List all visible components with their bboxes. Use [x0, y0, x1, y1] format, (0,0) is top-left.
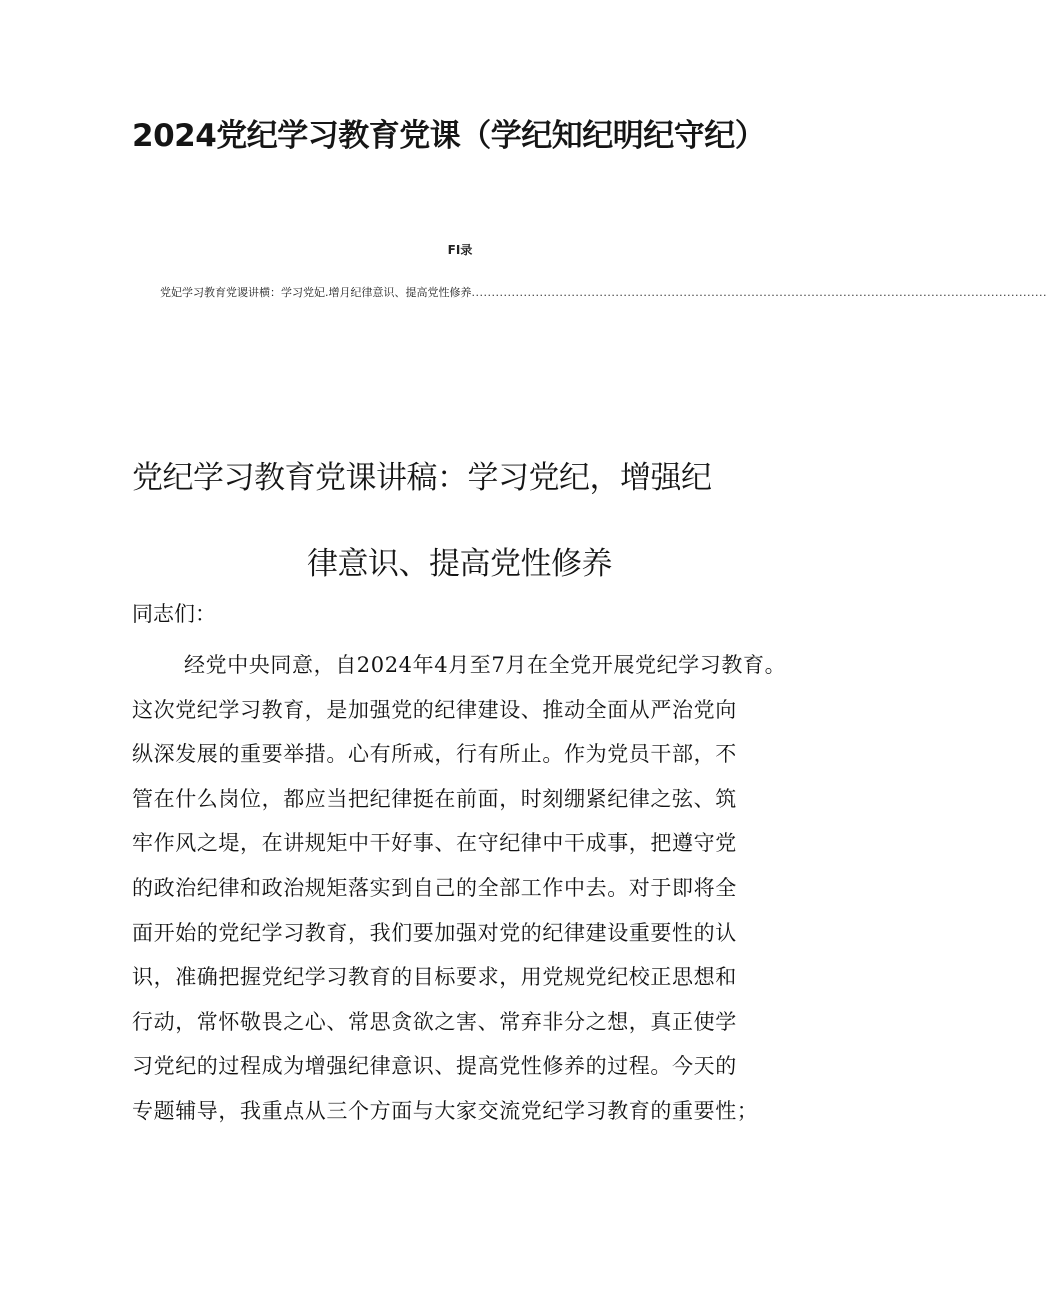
toc-entry-text: 党妃学习教育党谡讲横：学习党妃.增月纪律意识、提高党性修养	[160, 286, 472, 299]
toc-entry[interactable]	[160, 284, 1047, 300]
paragraph-line: 管在什么岗位，都应当把纪律挺在前面，时刻绷紧纪律之弦、筑	[132, 786, 737, 811]
paragraph-line: 习党纪的过程成为增强纪律意识、提高党性修养的过程。今天的	[132, 1054, 737, 1079]
toc-entry-leader: ................................................................................................................................................	[471, 286, 1047, 299]
paragraph-line: 行动，常怀敬畏之心、常思贪欲之害、常弃非分之想，真正使学	[132, 1009, 737, 1034]
salutation: 同志们：	[132, 602, 216, 626]
paragraph-line: 牢作风之堤，在讲规矩中干好事、在守纪律中干成事，把遵守党	[132, 831, 737, 856]
toc-heading: FI录	[447, 243, 473, 257]
body-paragraph	[132, 643, 832, 1134]
paragraph-line: 的政治纪律和政治规矩落实到自己的全部工作中去。对于即将全	[132, 875, 737, 900]
document-title: 2024党纪学习教育党课（学纪知纪明纪守纪）	[132, 118, 766, 154]
paragraph-line: 专题辅导，我重点从三个方面与大家交流党纪学习教育的重要性；	[132, 1098, 759, 1123]
section-title-line-1: 党纪学习教育党课讲稿：学习党纪，增强纪	[132, 460, 712, 496]
paragraph-line: 识，准确把握党纪学习教育的目标要求，用党规党纪校正思想和	[132, 965, 737, 990]
section-title-line-2: 律意识、提高党性修养	[307, 546, 612, 582]
paragraph-line: 经党中央同意，自2024年4月至7月在全党开展党纪学习教育。	[184, 653, 787, 677]
paragraph-line: 面开始的党纪学习教育，我们要加强对党的纪律建设重要性的认	[132, 920, 737, 945]
paragraph-line: 这次党纪学习教育，是加强党的纪律建设、推动全面从严治党向	[132, 697, 737, 722]
paragraph-line: 纵深发展的重要举措。心有所戒，行有所止。作为党员干部，不	[132, 742, 737, 767]
